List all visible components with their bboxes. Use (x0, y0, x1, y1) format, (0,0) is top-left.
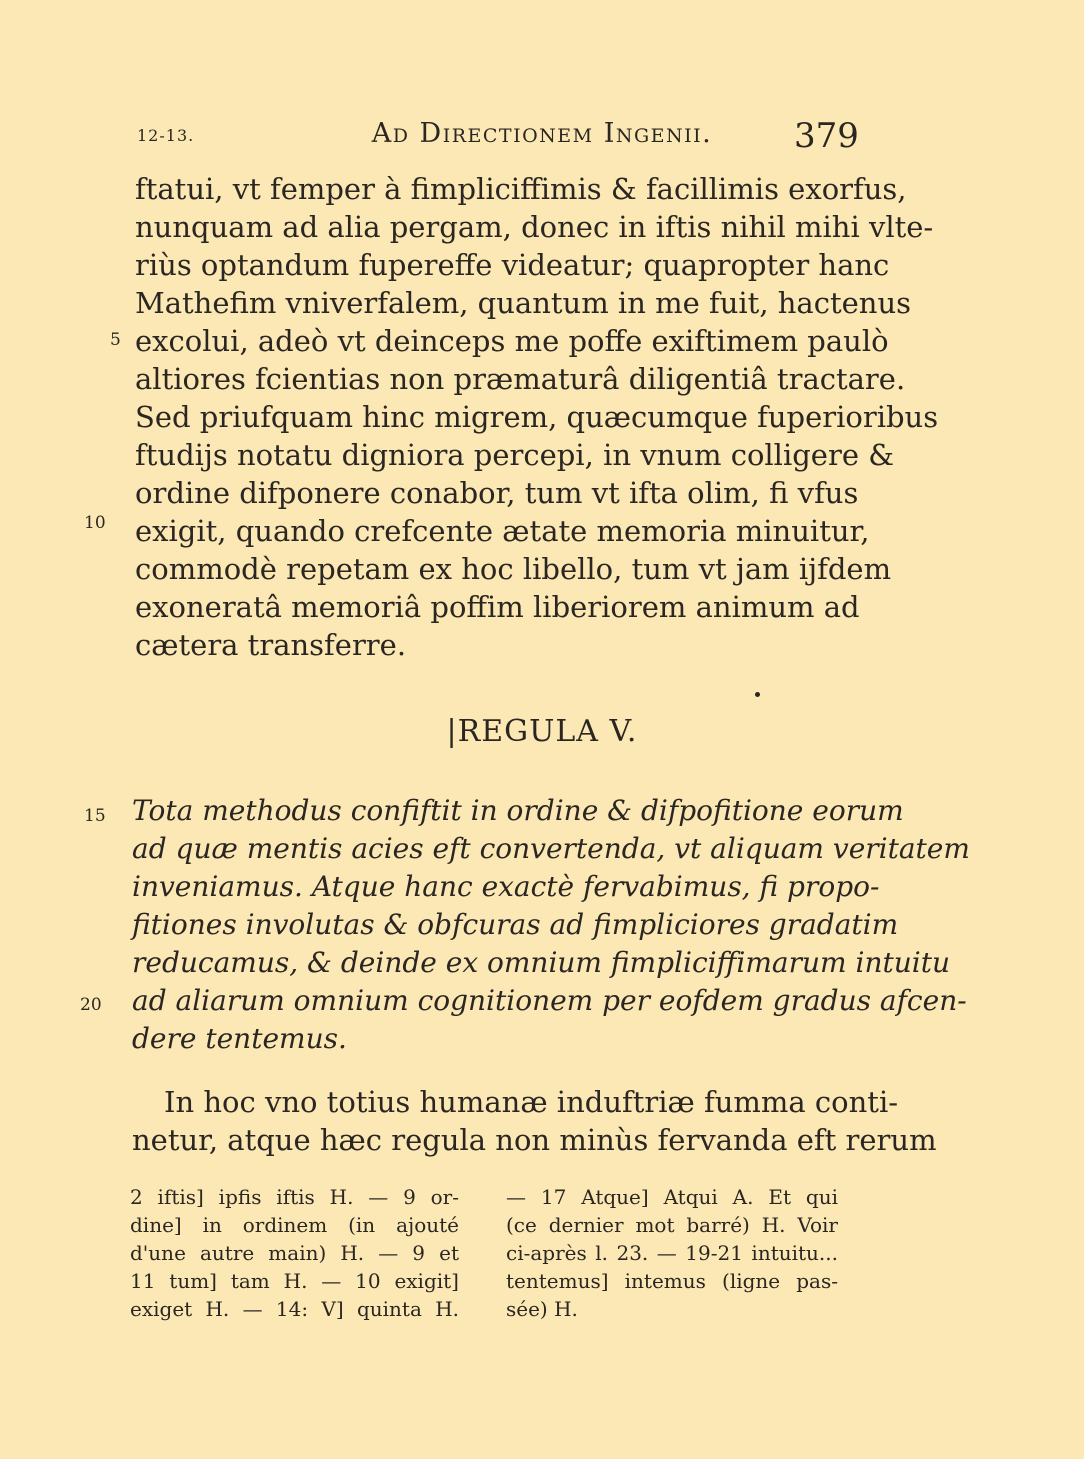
footnote-line: tentemus] intemus (ligne pas- (506, 1269, 838, 1293)
text-line: Sed priufquam hinc migrem, quæcumque fuperioribus (135, 400, 939, 434)
text-line: Mathefim vniverfalem, quantum in me fuit, hactenus (135, 286, 912, 320)
rule-line: dere tentemus. (132, 1022, 347, 1055)
running-header (0, 118, 1084, 158)
rule-line: ad quæ mentis acies eft convertenda, vt aliquam veritatem (132, 832, 970, 865)
footnote-line: ci-après l. 23. — 19-21 intuitu... (506, 1241, 838, 1265)
rule-line: fitiones involutas & obfcuras ad fimpliciores gradatim (132, 908, 899, 941)
page-number: 379 (794, 116, 859, 156)
footnote-line: d'une autre main) H. — 9 et (130, 1241, 459, 1265)
paragraph-1 (135, 170, 939, 664)
text-line: ftudijs notatu digniora percepi, in vnum colligere & (135, 438, 895, 472)
text-line: ordine difponere conabor, tum vt ifta olim, fi vfus (135, 476, 859, 510)
text-line: exigit, quando crefcente ætate memoria minuitur, (135, 514, 870, 548)
footnotes-left (130, 1183, 459, 1323)
line-number-20: 20 (80, 995, 102, 1015)
footnote-line: dine] in ordinem (in ajouté (130, 1213, 459, 1237)
footnote-line: exiget H. — 14: V] quinta H. (130, 1297, 459, 1321)
footnote-line: sée) H. (506, 1297, 578, 1321)
text-line: altiores fcientias non præmaturâ diligentiâ tractare. (135, 362, 906, 396)
text-line: netur, atque hæc regula non minùs fervanda eft rerum (132, 1123, 937, 1157)
footnotes-right (506, 1183, 838, 1323)
section-heading: |REGULA V. (446, 714, 638, 749)
footnote-line: 2 iftis] ipfis iftis H. — 9 or- (130, 1185, 459, 1209)
text-line: exoneratâ memoriâ poffim liberiorem animum ad (135, 590, 860, 624)
rule-line: reducamus, & deinde ex omnium fimpliciffimarum intuitu (132, 946, 951, 979)
text-line: In hoc vno totius humanæ induftriæ fumma conti- (164, 1085, 899, 1119)
text-line: ftatui, vt femper à fimpliciffimis & facillimis exorfus, (135, 172, 907, 206)
running-title: Ad Directionem Ingenii. (371, 118, 713, 149)
paragraph-2 (132, 1083, 937, 1159)
text-line: commodè repetam ex hoc libello, tum vt jam ijfdem (135, 552, 892, 586)
text-line: excolui, adeò vt deinceps me poffe exiftimem paulò (135, 324, 889, 358)
text-line: nunquam ad alia pergam, donec in iftis nihil mihi vlte- (135, 210, 934, 244)
rule-line: Tota methodus confiftit in ordine & difpofitione eorum (132, 794, 904, 827)
line-number-10: 10 (84, 513, 106, 533)
footnote-line: 11 tum] tam H. — 10 exigit] (130, 1269, 459, 1293)
footnote-line: (ce dernier mot barré) H. Voir (506, 1213, 838, 1237)
rule-statement (132, 792, 970, 1058)
line-number-5: 5 (110, 330, 121, 350)
ink-dot (755, 692, 760, 697)
line-number-15: 15 (84, 806, 106, 826)
rule-line: inveniamus. Atque hanc exactè fervabimus, fi propo- (132, 870, 880, 903)
page-range: 12-13. (137, 126, 195, 145)
text-line: cætera transferre. (135, 628, 407, 662)
text-line: riùs optandum fupereffe videatur; quapropter hanc (135, 248, 890, 282)
footnote-line: — 17 Atque] Atqui A. Et qui (506, 1185, 838, 1209)
rule-line: ad aliarum omnium cognitionem per eofdem gradus afcen- (132, 984, 967, 1017)
